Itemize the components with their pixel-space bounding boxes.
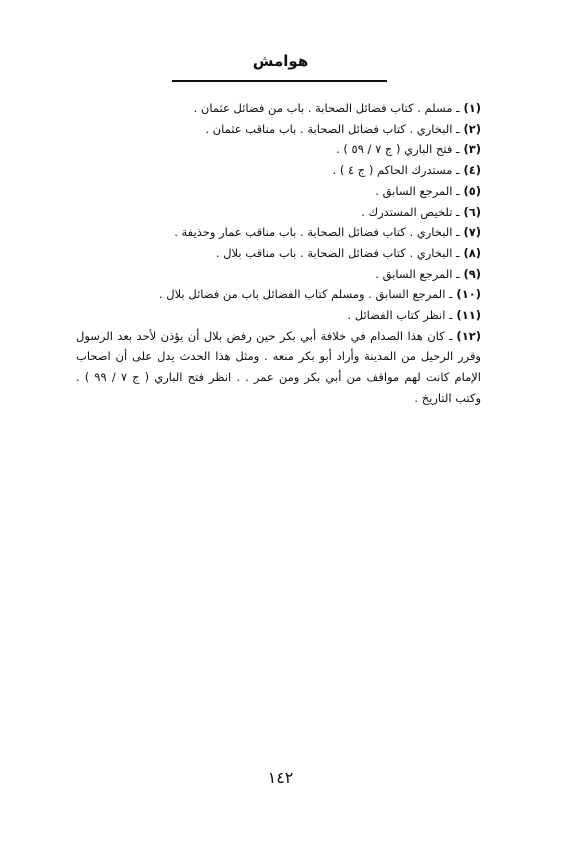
- footnote-number: (٩): [463, 266, 481, 281]
- footnote-number: (١٠): [456, 287, 481, 302]
- page-number: ١٤٢: [267, 768, 294, 787]
- footnote-text: ـ البخاري . كتاب فضائل الصحابة . باب مناقب عمار وحذيفة .: [174, 225, 460, 240]
- footnote-text: ـ المرجع السابق . ومسلم كتاب الفضائل باب من فضائل بلال .: [158, 287, 453, 302]
- footnote-item: [76, 139, 481, 160]
- footnote-text: ـ انظر كتاب الفضائل .: [347, 308, 453, 323]
- footnote-item: [76, 181, 481, 202]
- footnote-item: [76, 305, 481, 326]
- footnote-item: [76, 222, 481, 243]
- footnote-number: (٦): [463, 204, 481, 219]
- footnote-text: ـ مستدرك الحاكم ( ج ٤ ) .: [332, 163, 460, 178]
- footnote-item: [76, 202, 481, 223]
- footnotes-list: [76, 98, 481, 409]
- footnote-text: ـ المرجع السابق .: [375, 183, 460, 198]
- footnote-text: ـ المرجع السابق .: [375, 266, 460, 281]
- footnote-number: (٢): [463, 121, 481, 136]
- footnote-text: ـ البخاري . كتاب فضائل الصحابة . باب مناقب عثمان .: [205, 121, 460, 136]
- footnote-item: [76, 98, 481, 119]
- footnote-item: [76, 326, 481, 409]
- footnote-item: [76, 284, 481, 305]
- footnote-number: (٧): [463, 225, 481, 240]
- footnote-item: [76, 264, 481, 285]
- footnote-item: [76, 243, 481, 264]
- footnote-text: ـ مسلم . كتاب فضائل الصحابة . باب من فضائل عثمان .: [193, 101, 460, 115]
- footnote-number: (٥): [463, 183, 481, 198]
- footnote-item: [76, 119, 481, 140]
- footnote-text: ـ تلخيص المستدرك .: [361, 204, 460, 219]
- footnote-number: (١٢): [456, 328, 481, 343]
- footnote-text: ـ البخاري . كتاب فضائل الصحابة . باب مناقب بلال .: [215, 245, 460, 260]
- page-title: هوامش: [252, 52, 309, 70]
- footnote-text: ـ كان هذا الصدام في خلافة أبي بكر حين رفض بلال أن يؤذن لأحد بعد الرسول وقرر الرحيل من المدينة وأراد أبو بكر منعه . ومثل هذا الحدث يدل على أن اصحاب الإمام كانت لهم مواقف من أبي بكر ومن عمر . . انظر فتح الباري ( ج ٧ / ٩٩ ) . وكتب التاريخ .: [76, 328, 481, 405]
- footnote-number: (٨): [463, 245, 481, 260]
- footnote-number: (١): [463, 101, 481, 115]
- footnote-item: [76, 160, 481, 181]
- footnote-number: (٣): [463, 142, 481, 157]
- footnote-number: (١١): [456, 308, 481, 323]
- footnote-number: (٤): [463, 163, 481, 178]
- footnote-text: ـ فتح الباري ( ج ٧ / ٥٩ ) .: [336, 142, 460, 157]
- header-divider: [172, 80, 387, 82]
